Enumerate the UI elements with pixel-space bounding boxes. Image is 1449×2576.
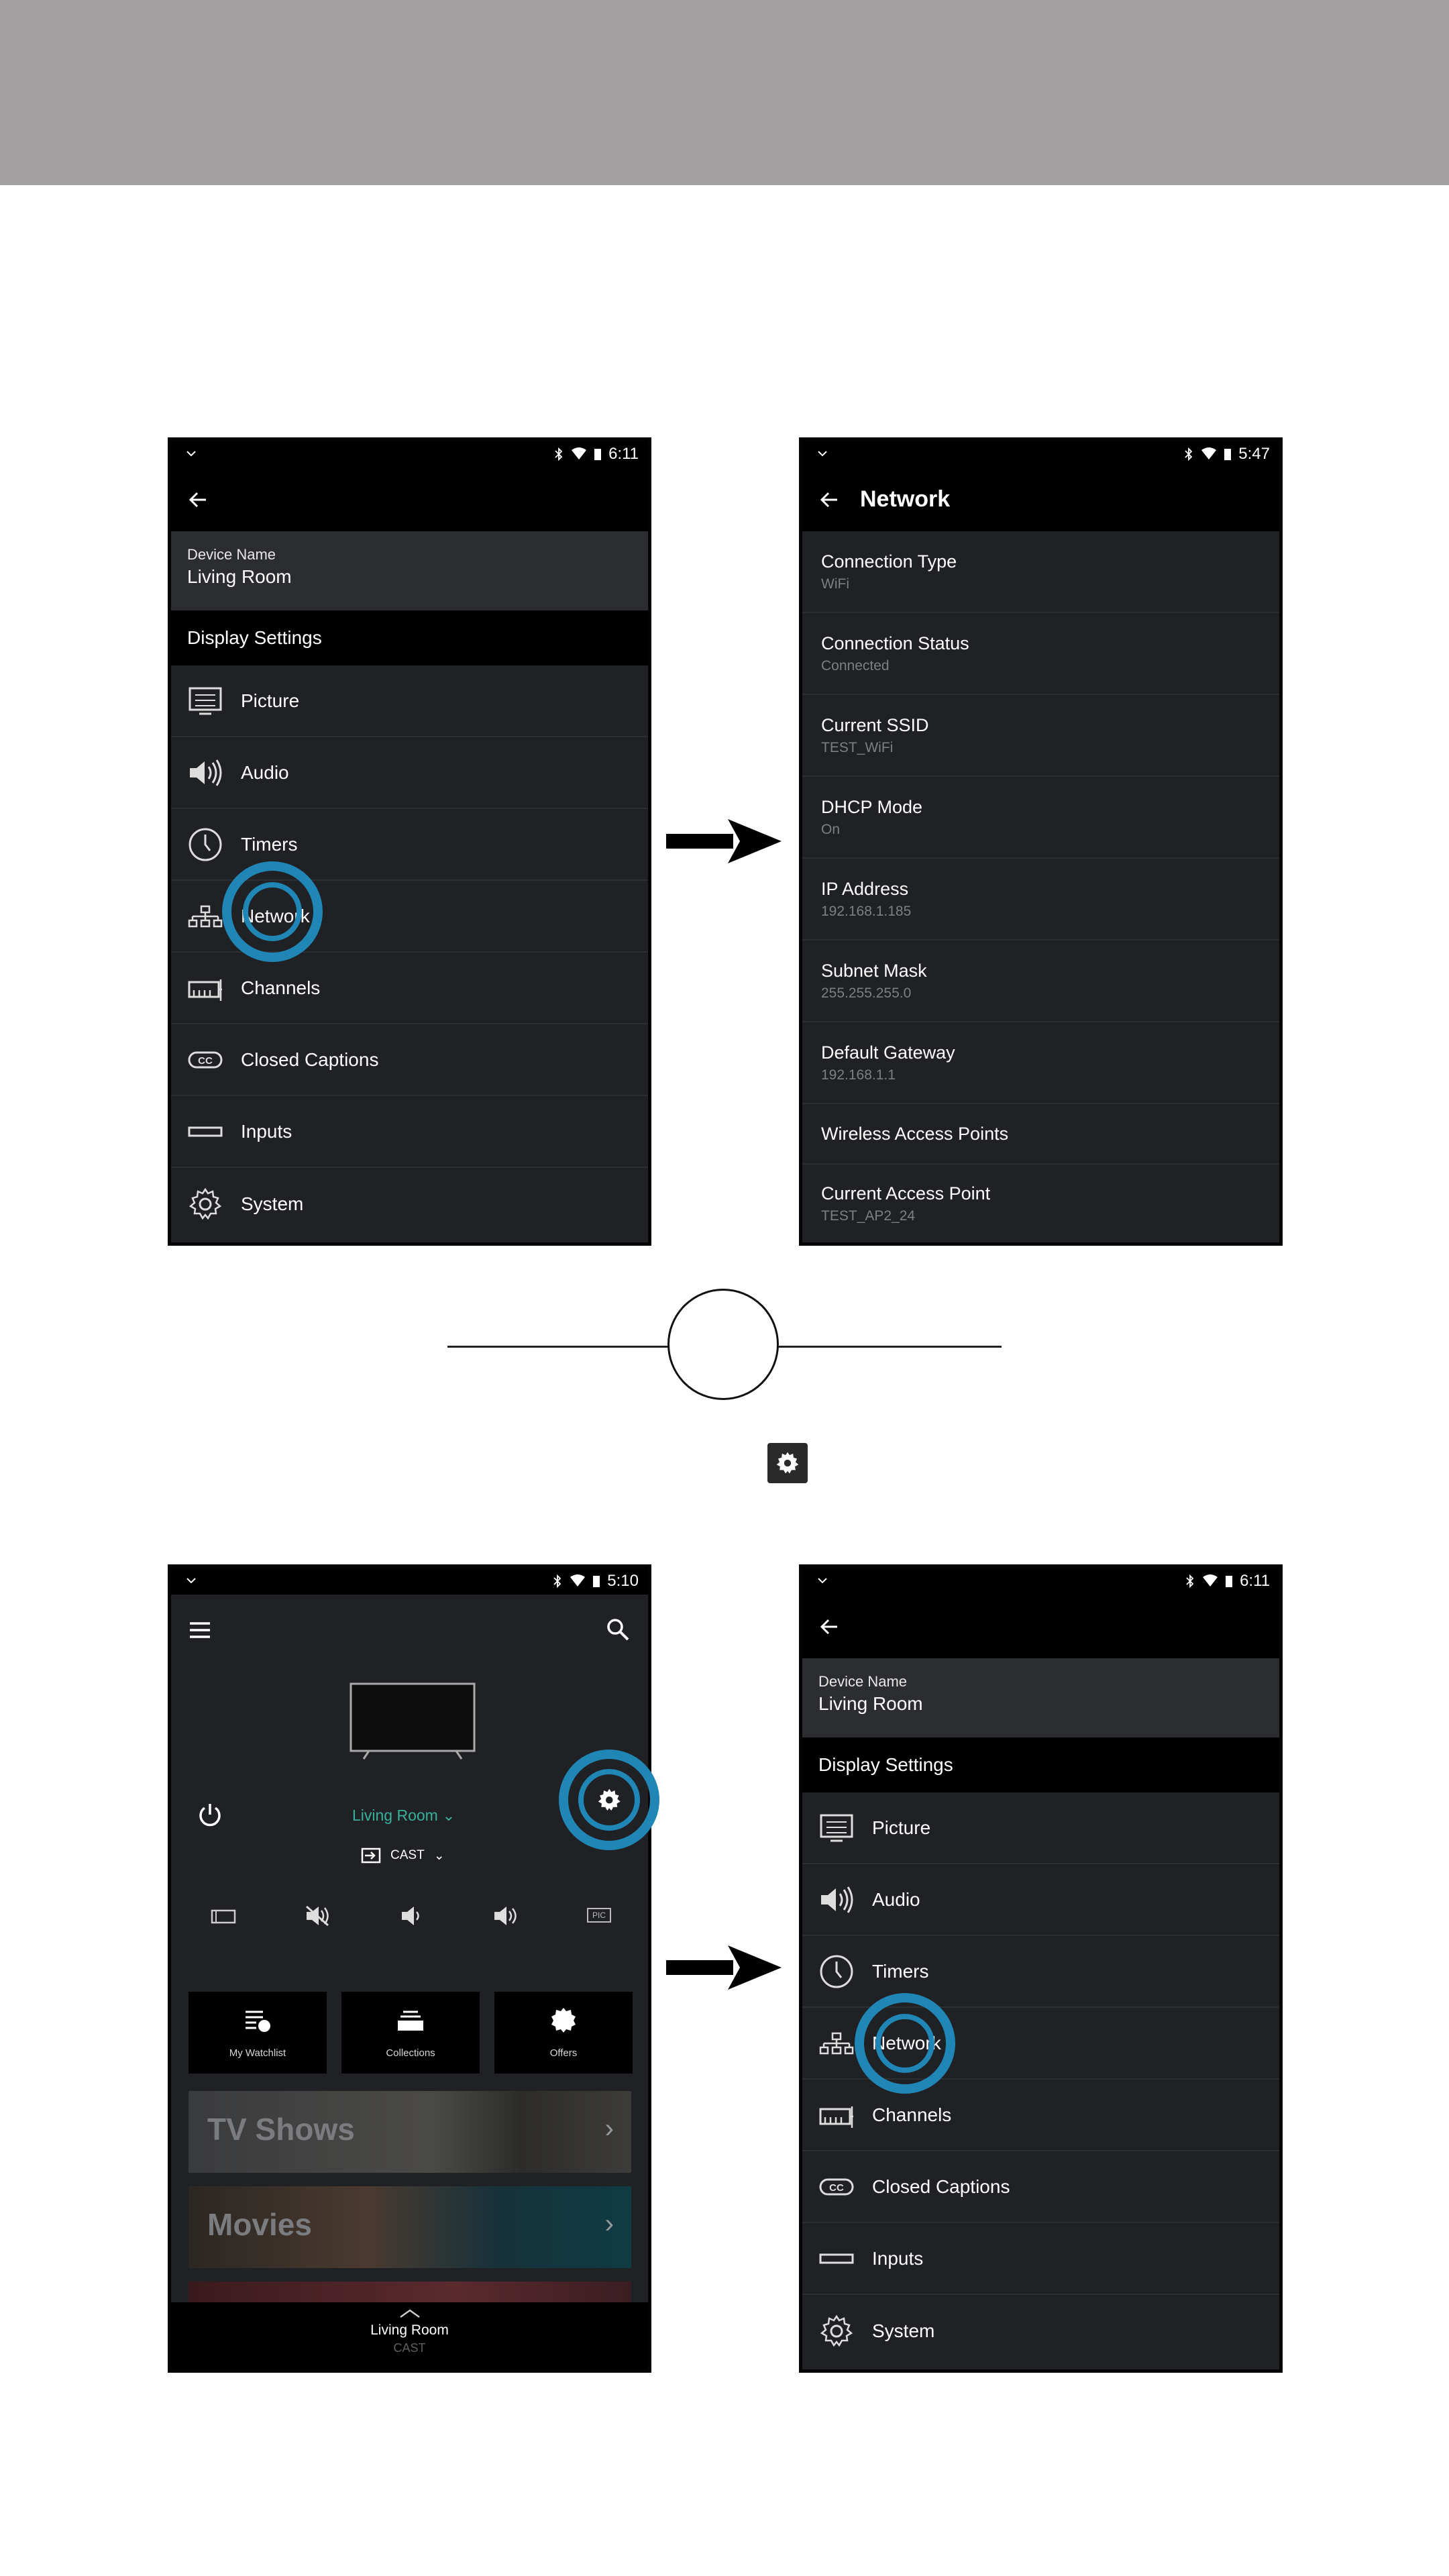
cast-label: CAST bbox=[390, 1848, 425, 1862]
menu-item-label: Closed Captions bbox=[241, 1049, 379, 1070]
menu-item-label: Channels bbox=[241, 977, 321, 998]
aspect-ratio-icon[interactable] bbox=[210, 1907, 237, 1925]
banner-label: Movies bbox=[207, 2207, 312, 2242]
back-arrow-icon[interactable] bbox=[817, 1615, 841, 1639]
header-banner bbox=[0, 0, 1449, 185]
notification-icon bbox=[186, 447, 197, 461]
banner-tv-shows[interactable] bbox=[189, 2091, 631, 2173]
tile-label: Offers bbox=[549, 2047, 578, 2059]
app-bar bbox=[171, 468, 648, 531]
antenna-icon bbox=[187, 970, 223, 1006]
menu-item-label: System bbox=[872, 2320, 935, 2341]
battery-icon bbox=[1225, 1574, 1233, 1588]
device-name-label: Device Name bbox=[187, 546, 276, 563]
chevron-right-icon: › bbox=[604, 2209, 614, 2239]
item-title: Default Gateway bbox=[821, 1042, 955, 1063]
pic-button[interactable] bbox=[587, 1908, 611, 1923]
menu-item-label: Audio bbox=[872, 1888, 920, 1910]
status-time: 6:11 bbox=[608, 445, 639, 463]
menu-item-picture[interactable] bbox=[802, 1792, 1279, 1864]
picture-icon bbox=[818, 1810, 855, 1846]
cast-selector[interactable] bbox=[361, 1847, 445, 1864]
tile-label: My Watchlist bbox=[229, 2047, 286, 2059]
section-header: Display Settings bbox=[802, 1737, 1279, 1792]
menu-item-system[interactable] bbox=[171, 1168, 648, 1240]
item-title: Current SSID bbox=[821, 714, 929, 735]
menu-item-label: Audio bbox=[241, 761, 289, 783]
item-value: On bbox=[821, 821, 841, 837]
status-time: 6:11 bbox=[1240, 1572, 1270, 1590]
menu-item-system[interactable] bbox=[802, 2295, 1279, 2367]
menu-item-closed-captions[interactable] bbox=[171, 1024, 648, 1096]
gear-icon bbox=[818, 2313, 855, 2349]
chevron-up-icon bbox=[398, 2308, 422, 2318]
menu-item-label: Timers bbox=[872, 1960, 929, 1982]
settings-screen-2 bbox=[799, 1564, 1283, 2373]
notification-icon bbox=[817, 447, 828, 461]
menu-item-closed-captions[interactable] bbox=[802, 2151, 1279, 2223]
device-name-row[interactable] bbox=[802, 1658, 1279, 1737]
tv-icon bbox=[349, 1682, 476, 1760]
device-name-row[interactable] bbox=[171, 531, 648, 610]
item-value: 192.168.1.1 bbox=[821, 1067, 896, 1083]
item-value: Connected bbox=[821, 657, 890, 674]
menu-item-network[interactable] bbox=[171, 881, 648, 953]
device-selector[interactable] bbox=[352, 1807, 455, 1825]
page-title: Network bbox=[860, 486, 951, 512]
item-value: WiFi bbox=[821, 576, 849, 592]
collections-icon bbox=[396, 2009, 425, 2032]
clock-icon bbox=[187, 826, 223, 863]
network-screen bbox=[799, 437, 1283, 1246]
menu-item-channels[interactable] bbox=[802, 2080, 1279, 2151]
bottom-device-bar[interactable] bbox=[171, 2302, 648, 2369]
offers-badge-icon bbox=[550, 2006, 577, 2033]
chevron-right-icon: › bbox=[604, 2114, 614, 2143]
arrow-right-icon bbox=[666, 1945, 782, 1990]
chevron-down-icon: ⌄ bbox=[442, 1807, 455, 1824]
battery-icon bbox=[592, 1574, 600, 1588]
bluetooth-icon bbox=[1183, 447, 1194, 461]
watchlist-icon bbox=[244, 2009, 272, 2033]
back-arrow-icon[interactable] bbox=[186, 488, 210, 512]
pic-label: PIC bbox=[592, 1911, 606, 1920]
cc-icon bbox=[187, 1042, 223, 1078]
chevron-down-icon: ⌄ bbox=[433, 1848, 445, 1863]
item-title: DHCP Mode bbox=[821, 796, 923, 817]
menu-item-label: Network bbox=[872, 2032, 941, 2053]
menu-item-inputs[interactable] bbox=[171, 1096, 648, 1168]
notification-icon bbox=[817, 1574, 828, 1588]
menu-item-label: Inputs bbox=[241, 1120, 292, 1142]
item-value: 255.255.255.0 bbox=[821, 985, 912, 1001]
settings-screen bbox=[168, 437, 651, 1246]
item-title: Connection Type bbox=[821, 551, 957, 572]
status-time: 5:10 bbox=[607, 1572, 639, 1590]
app-bar bbox=[802, 468, 1279, 531]
item-title: Current Access Point bbox=[821, 1183, 991, 1203]
status-time: 5:47 bbox=[1238, 445, 1270, 463]
banner-movies[interactable] bbox=[189, 2186, 631, 2268]
app-bar bbox=[802, 1595, 1279, 1658]
speaker-icon bbox=[818, 1882, 855, 1918]
status-bar bbox=[802, 1568, 1279, 1595]
battery-icon bbox=[1224, 447, 1232, 461]
step-circle bbox=[667, 1289, 779, 1400]
device-name-value: Living Room bbox=[818, 1693, 923, 1714]
network-item-connection-type[interactable] bbox=[802, 531, 1279, 613]
battery-icon bbox=[594, 447, 602, 461]
network-item-wireless-access-points[interactable] bbox=[802, 1104, 1279, 1165]
settings-gear-icon bbox=[767, 1443, 808, 1483]
svg-text:CC: CC bbox=[829, 2182, 844, 2194]
mute-icon[interactable] bbox=[304, 1904, 331, 1928]
item-value: TEST_AP2_24 bbox=[821, 1208, 916, 1224]
arrow-right-icon bbox=[666, 819, 782, 863]
item-title: Connection Status bbox=[821, 633, 969, 653]
menu-item-label: System bbox=[241, 1193, 304, 1214]
status-bar bbox=[171, 1568, 648, 1595]
hamburger-menu-icon[interactable] bbox=[189, 1620, 211, 1640]
menu-item-label: Closed Captions bbox=[872, 2176, 1010, 2197]
menu-item-label: Network bbox=[241, 905, 310, 926]
network-icon bbox=[818, 2025, 855, 2061]
gear-icon bbox=[187, 1186, 223, 1222]
menu-item-network[interactable] bbox=[802, 2008, 1279, 2080]
tile-my-watchlist[interactable] bbox=[189, 1992, 327, 2074]
controls-row bbox=[171, 1900, 648, 1933]
wifi-icon bbox=[571, 447, 587, 461]
tile-label: Collections bbox=[386, 2047, 435, 2059]
network-item-ip-address[interactable] bbox=[802, 859, 1279, 941]
clock-icon bbox=[818, 1953, 855, 1990]
device-name-value: Living Room bbox=[187, 566, 292, 587]
notification-icon bbox=[186, 1574, 197, 1588]
tile-offers[interactable] bbox=[494, 1992, 633, 2074]
item-value: 192.168.1.185 bbox=[821, 903, 912, 919]
bottom-cast-label: CAST bbox=[393, 2341, 426, 2355]
volume-up-icon[interactable] bbox=[492, 1905, 519, 1927]
antenna-icon bbox=[818, 2097, 855, 2133]
menu-item-label: Picture bbox=[241, 690, 300, 711]
status-bar bbox=[171, 441, 648, 468]
divider-line-right bbox=[778, 1346, 1002, 1348]
banner-label: TV Shows bbox=[207, 2112, 355, 2147]
menu-item-audio[interactable] bbox=[802, 1864, 1279, 1936]
menu-item-label: Timers bbox=[241, 833, 298, 855]
bottom-device-name: Living Room bbox=[370, 2322, 449, 2338]
remote-panel bbox=[171, 1595, 648, 2312]
menu-item-channels[interactable] bbox=[171, 953, 648, 1024]
network-item-default-gateway[interactable] bbox=[802, 1022, 1279, 1104]
item-value: TEST_WiFi bbox=[821, 739, 894, 755]
menu-item-timers[interactable] bbox=[171, 809, 648, 881]
network-item-subnet-mask[interactable] bbox=[802, 941, 1279, 1022]
menu-item-label: Channels bbox=[872, 2104, 952, 2125]
item-title: Subnet Mask bbox=[821, 960, 927, 981]
remote-home-screen bbox=[168, 1564, 651, 2373]
bluetooth-icon bbox=[1185, 1574, 1195, 1588]
input-icon bbox=[818, 2241, 855, 2277]
item-title: Wireless Access Points bbox=[821, 1123, 1009, 1144]
menu-item-label: Picture bbox=[872, 1817, 931, 1838]
menu-item-picture[interactable] bbox=[171, 665, 648, 737]
menu-item-inputs[interactable] bbox=[802, 2223, 1279, 2295]
input-icon bbox=[187, 1114, 223, 1150]
device-name-label: Device Name bbox=[818, 1673, 908, 1690]
wifi-icon bbox=[1202, 1574, 1218, 1588]
network-icon bbox=[187, 898, 223, 934]
power-icon[interactable] bbox=[197, 1801, 223, 1828]
item-title: IP Address bbox=[821, 878, 909, 899]
volume-down-icon[interactable] bbox=[399, 1905, 423, 1927]
input-source-icon bbox=[361, 1847, 381, 1864]
section-header: Display Settings bbox=[171, 610, 648, 665]
bluetooth-icon bbox=[552, 1574, 563, 1588]
back-arrow-icon[interactable] bbox=[817, 488, 841, 512]
svg-text:CC: CC bbox=[198, 1055, 213, 1067]
device-selector-label: Living Room bbox=[352, 1807, 438, 1824]
speaker-icon bbox=[187, 755, 223, 791]
menu-item-timers[interactable] bbox=[802, 1936, 1279, 2008]
divider-line-left bbox=[447, 1346, 669, 1348]
cc-icon bbox=[818, 2169, 855, 2205]
bluetooth-icon bbox=[553, 447, 564, 461]
search-icon[interactable] bbox=[606, 1617, 630, 1642]
status-bar bbox=[802, 441, 1279, 468]
network-item-current-access-point[interactable] bbox=[802, 1165, 1279, 1242]
menu-item-label: Inputs bbox=[872, 2247, 924, 2269]
wifi-icon bbox=[1201, 447, 1217, 461]
network-item-connection-status[interactable] bbox=[802, 613, 1279, 695]
network-item-dhcp-mode[interactable] bbox=[802, 777, 1279, 859]
picture-icon bbox=[187, 683, 223, 719]
tile-collections[interactable] bbox=[341, 1992, 480, 2074]
network-item-current-ssid[interactable] bbox=[802, 695, 1279, 777]
wifi-icon bbox=[570, 1574, 586, 1588]
menu-item-audio[interactable] bbox=[171, 737, 648, 809]
